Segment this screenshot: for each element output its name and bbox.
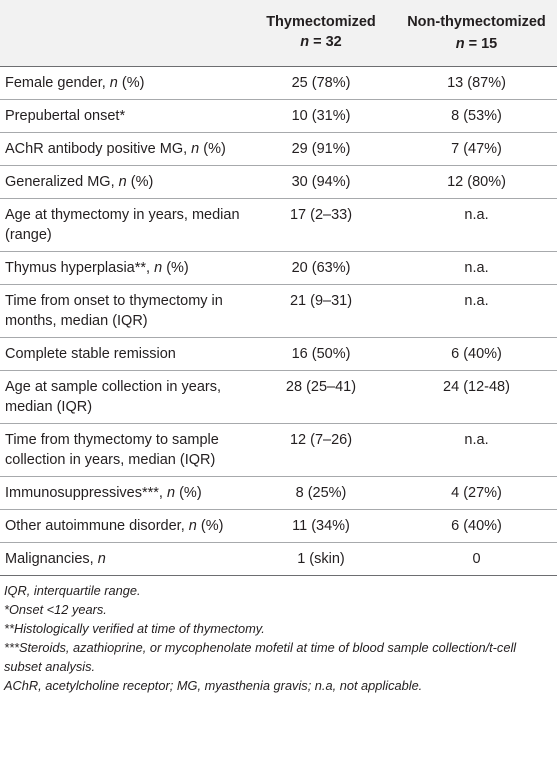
header-non-thymectomized-n: n = 15 — [455, 36, 498, 52]
non-thymectomized-value: 12 (80%) — [396, 166, 557, 199]
thymectomized-value: 17 (2–33) — [246, 199, 396, 252]
thymectomized-value: 10 (31%) — [246, 100, 396, 133]
non-thymectomized-value: 6 (40%) — [396, 338, 557, 371]
thymectomized-value: 20 (63%) — [246, 252, 396, 285]
table-row — [0, 510, 557, 543]
footnote: **Histologically verified at time of thymectomy. — [4, 621, 265, 636]
row-label: Thymus hyperplasia**, n (%) — [0, 252, 246, 285]
header-row — [0, 0, 557, 67]
header-empty-cell — [0, 0, 246, 67]
thymectomized-value: 30 (94%) — [246, 166, 396, 199]
non-thymectomized-value: 7 (47%) — [396, 133, 557, 166]
table-row — [0, 133, 557, 166]
thymectomized-value: 21 (9–31) — [246, 285, 396, 338]
non-thymectomized-value: n.a. — [396, 285, 557, 338]
non-thymectomized-value: 6 (40%) — [396, 510, 557, 543]
footnote: IQR, interquartile range. — [4, 583, 141, 598]
footnote: ***Steroids, azathioprine, or mycophenolate mofetil at time of blood sample collection/t-cell subset analysis. — [4, 640, 517, 674]
table-row — [0, 543, 557, 576]
table-row — [0, 338, 557, 371]
table-row — [0, 67, 557, 100]
row-label: Generalized MG, n (%) — [0, 166, 246, 199]
footnote: *Onset <12 years. — [4, 602, 107, 617]
table-row — [0, 371, 557, 424]
footnote: AChR, acetylcholine receptor; MG, myasthenia gravis; n.a, not applicable. — [4, 678, 423, 693]
thymectomized-value: 25 (78%) — [246, 67, 396, 100]
table-row — [0, 100, 557, 133]
thymectomized-value: 1 (skin) — [246, 543, 396, 576]
row-label: Age at thymectomy in years, median (range) — [0, 199, 246, 252]
non-thymectomized-value: 24 (12-48) — [396, 371, 557, 424]
non-thymectomized-value: 13 (87%) — [396, 67, 557, 100]
row-label: Immunosuppressives***, n (%) — [0, 477, 246, 510]
table-row — [0, 199, 557, 252]
thymectomized-value: 16 (50%) — [246, 338, 396, 371]
thymectomized-value: 29 (91%) — [246, 133, 396, 166]
header-thymectomized — [246, 0, 396, 67]
row-label: Prepubertal onset* — [0, 100, 246, 133]
row-label: Time from onset to thymectomy in months, median (IQR) — [0, 285, 246, 338]
non-thymectomized-value: n.a. — [396, 424, 557, 477]
non-thymectomized-value: 0 — [396, 543, 557, 576]
non-thymectomized-value: 4 (27%) — [396, 477, 557, 510]
row-label: Complete stable remission — [0, 338, 246, 371]
thymectomized-value: 12 (7–26) — [246, 424, 396, 477]
thymectomized-value: 28 (25–41) — [246, 371, 396, 424]
header-thymectomized-n: n = 32 — [300, 34, 342, 50]
thymectomized-value: 11 (34%) — [246, 510, 396, 543]
table-row — [0, 166, 557, 199]
non-thymectomized-value: 8 (53%) — [396, 100, 557, 133]
non-thymectomized-value: n.a. — [396, 199, 557, 252]
non-thymectomized-value: n.a. — [396, 252, 557, 285]
table-row — [0, 424, 557, 477]
header-non-thymectomized — [396, 0, 557, 67]
row-label: Female gender, n (%) — [0, 67, 246, 100]
row-label: Other autoimmune disorder, n (%) — [0, 510, 246, 543]
header-non-thymectomized-title: Non-thymectomized — [407, 14, 546, 30]
row-label: Malignancies, n — [0, 543, 246, 576]
table-row — [0, 477, 557, 510]
thymectomized-value: 8 (25%) — [246, 477, 396, 510]
row-label: Time from thymectomy to sample collection in years, median (IQR) — [0, 424, 246, 477]
row-label: AChR antibody positive MG, n (%) — [0, 133, 246, 166]
row-label: Age at sample collection in years, median (IQR) — [0, 371, 246, 424]
table-row — [0, 252, 557, 285]
table-row — [0, 285, 557, 338]
table-footnotes — [0, 576, 557, 695]
header-thymectomized-title: Thymectomized — [266, 14, 376, 30]
